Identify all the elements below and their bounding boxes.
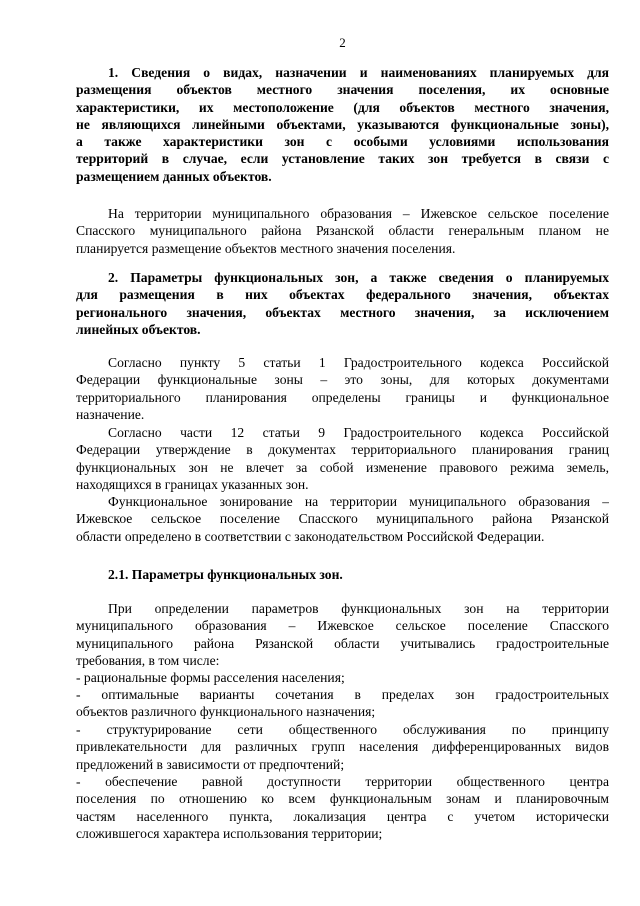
text-line: При определении параметров функциональных зон на территории [108, 601, 609, 616]
text-line: 2.1. Параметры функциональных зон. [108, 567, 343, 582]
text-line: размещения объектов местного значения поселения, их основные [76, 82, 609, 98]
text-line: муниципального района Рязанской области учитывались градостроительные [76, 635, 609, 651]
text-line: частям населенного пункта, локализация центра с учетом исторически [76, 808, 609, 824]
text-line: Ижевское сельское поселение Спасского муниципального района Рязанской [76, 511, 609, 527]
text-line: муниципального образования – Ижевское сельское поселение Спасского [76, 618, 609, 634]
section-2-paragraph-2 [76, 424, 609, 493]
text-line: привлекательности для различных групп населения дифференцированных видов [76, 739, 609, 755]
text-line: находящихся в границах указанных зон. [76, 476, 309, 492]
text-line: территориального планирования определены границы и функциональное [76, 389, 609, 405]
section-1-heading [76, 64, 609, 185]
list-item [76, 669, 609, 686]
text-line: Функциональное зонирование на территории муниципального образования – [108, 494, 609, 509]
text-line: - рациональные формы расселения населения; [76, 670, 345, 685]
section-2-paragraph-1 [76, 354, 609, 423]
text-line: функциональных зон не влечет за собой изменение правового режима земель, [76, 459, 609, 475]
section-1-paragraph [76, 205, 609, 257]
text-line: планируется размещение объектов местного значения поселения. [76, 240, 456, 256]
text-line: 2. Параметры функциональных зон, а также сведения о планируемых [108, 270, 609, 285]
list-item [76, 686, 609, 721]
text-line: линейных объектов. [76, 321, 201, 337]
text-line: Спасского муниципального района Рязанской области генеральным планом не [76, 223, 609, 239]
text-line: назначение. [76, 406, 145, 422]
text-line: не являющихся линейными объектами, указываются функциональные зоны), [76, 116, 609, 132]
section-2-1-heading [76, 566, 609, 583]
text-line: Согласно пункту 5 статьи 1 Градостроительного кодекса Российской [108, 355, 609, 370]
text-line: объектов различного функционального назначения; [76, 704, 376, 720]
text-line: области определено в соответствии с законодательством Российской Федерации. [76, 528, 545, 544]
page-number: 2 [339, 35, 346, 50]
section-2-paragraph-3 [76, 493, 609, 545]
text-line: требования, в том числе: [76, 652, 220, 668]
text-line: - структурирование сети общественного обслуживания по принципу [76, 722, 609, 737]
text-line: Согласно части 12 статьи 9 Градостроительного кодекса Российской [108, 425, 609, 440]
text-line: 1. Сведения о видах, назначении и наименованиях планируемых для [108, 65, 609, 80]
list-item [76, 721, 609, 773]
text-line: территорий в случае, если установление таких зон требуется в связи с [76, 151, 609, 167]
text-line: характеристики, их местоположение (для объектов местного значения, [76, 99, 609, 115]
text-line: - обеспечение равной доступности территории общественного центра [76, 774, 609, 789]
text-line: Федерации утверждение в документах территориального планирования границ [76, 442, 609, 458]
section-2-1-paragraph [76, 600, 609, 669]
text-line: размещением данных объектов. [76, 168, 272, 184]
text-line: На территории муниципального образования – Ижевское сельское поселение [108, 206, 609, 221]
section-2-heading [76, 269, 609, 338]
text-line: - оптимальные варианты сочетания в пределах зон градостроительных [76, 687, 609, 702]
text-line: поселения по отношению ко всем функциональным зонам и планировочным [76, 791, 609, 807]
text-line: для размещения в них объектах федерального значения, объектах [76, 287, 609, 303]
list-item [76, 773, 609, 842]
text-line: а также характеристики зон с особыми условиями использования [76, 134, 609, 150]
text-line: предложений в зависимости от предпочтений; [76, 756, 345, 772]
text-line: регионального значения, объектах местного значения, за исключением [76, 304, 609, 320]
text-line: Федерации функциональные зоны – это зоны, для которых документами [76, 372, 609, 388]
text-line: сложившегося характера использования территории; [76, 825, 383, 841]
